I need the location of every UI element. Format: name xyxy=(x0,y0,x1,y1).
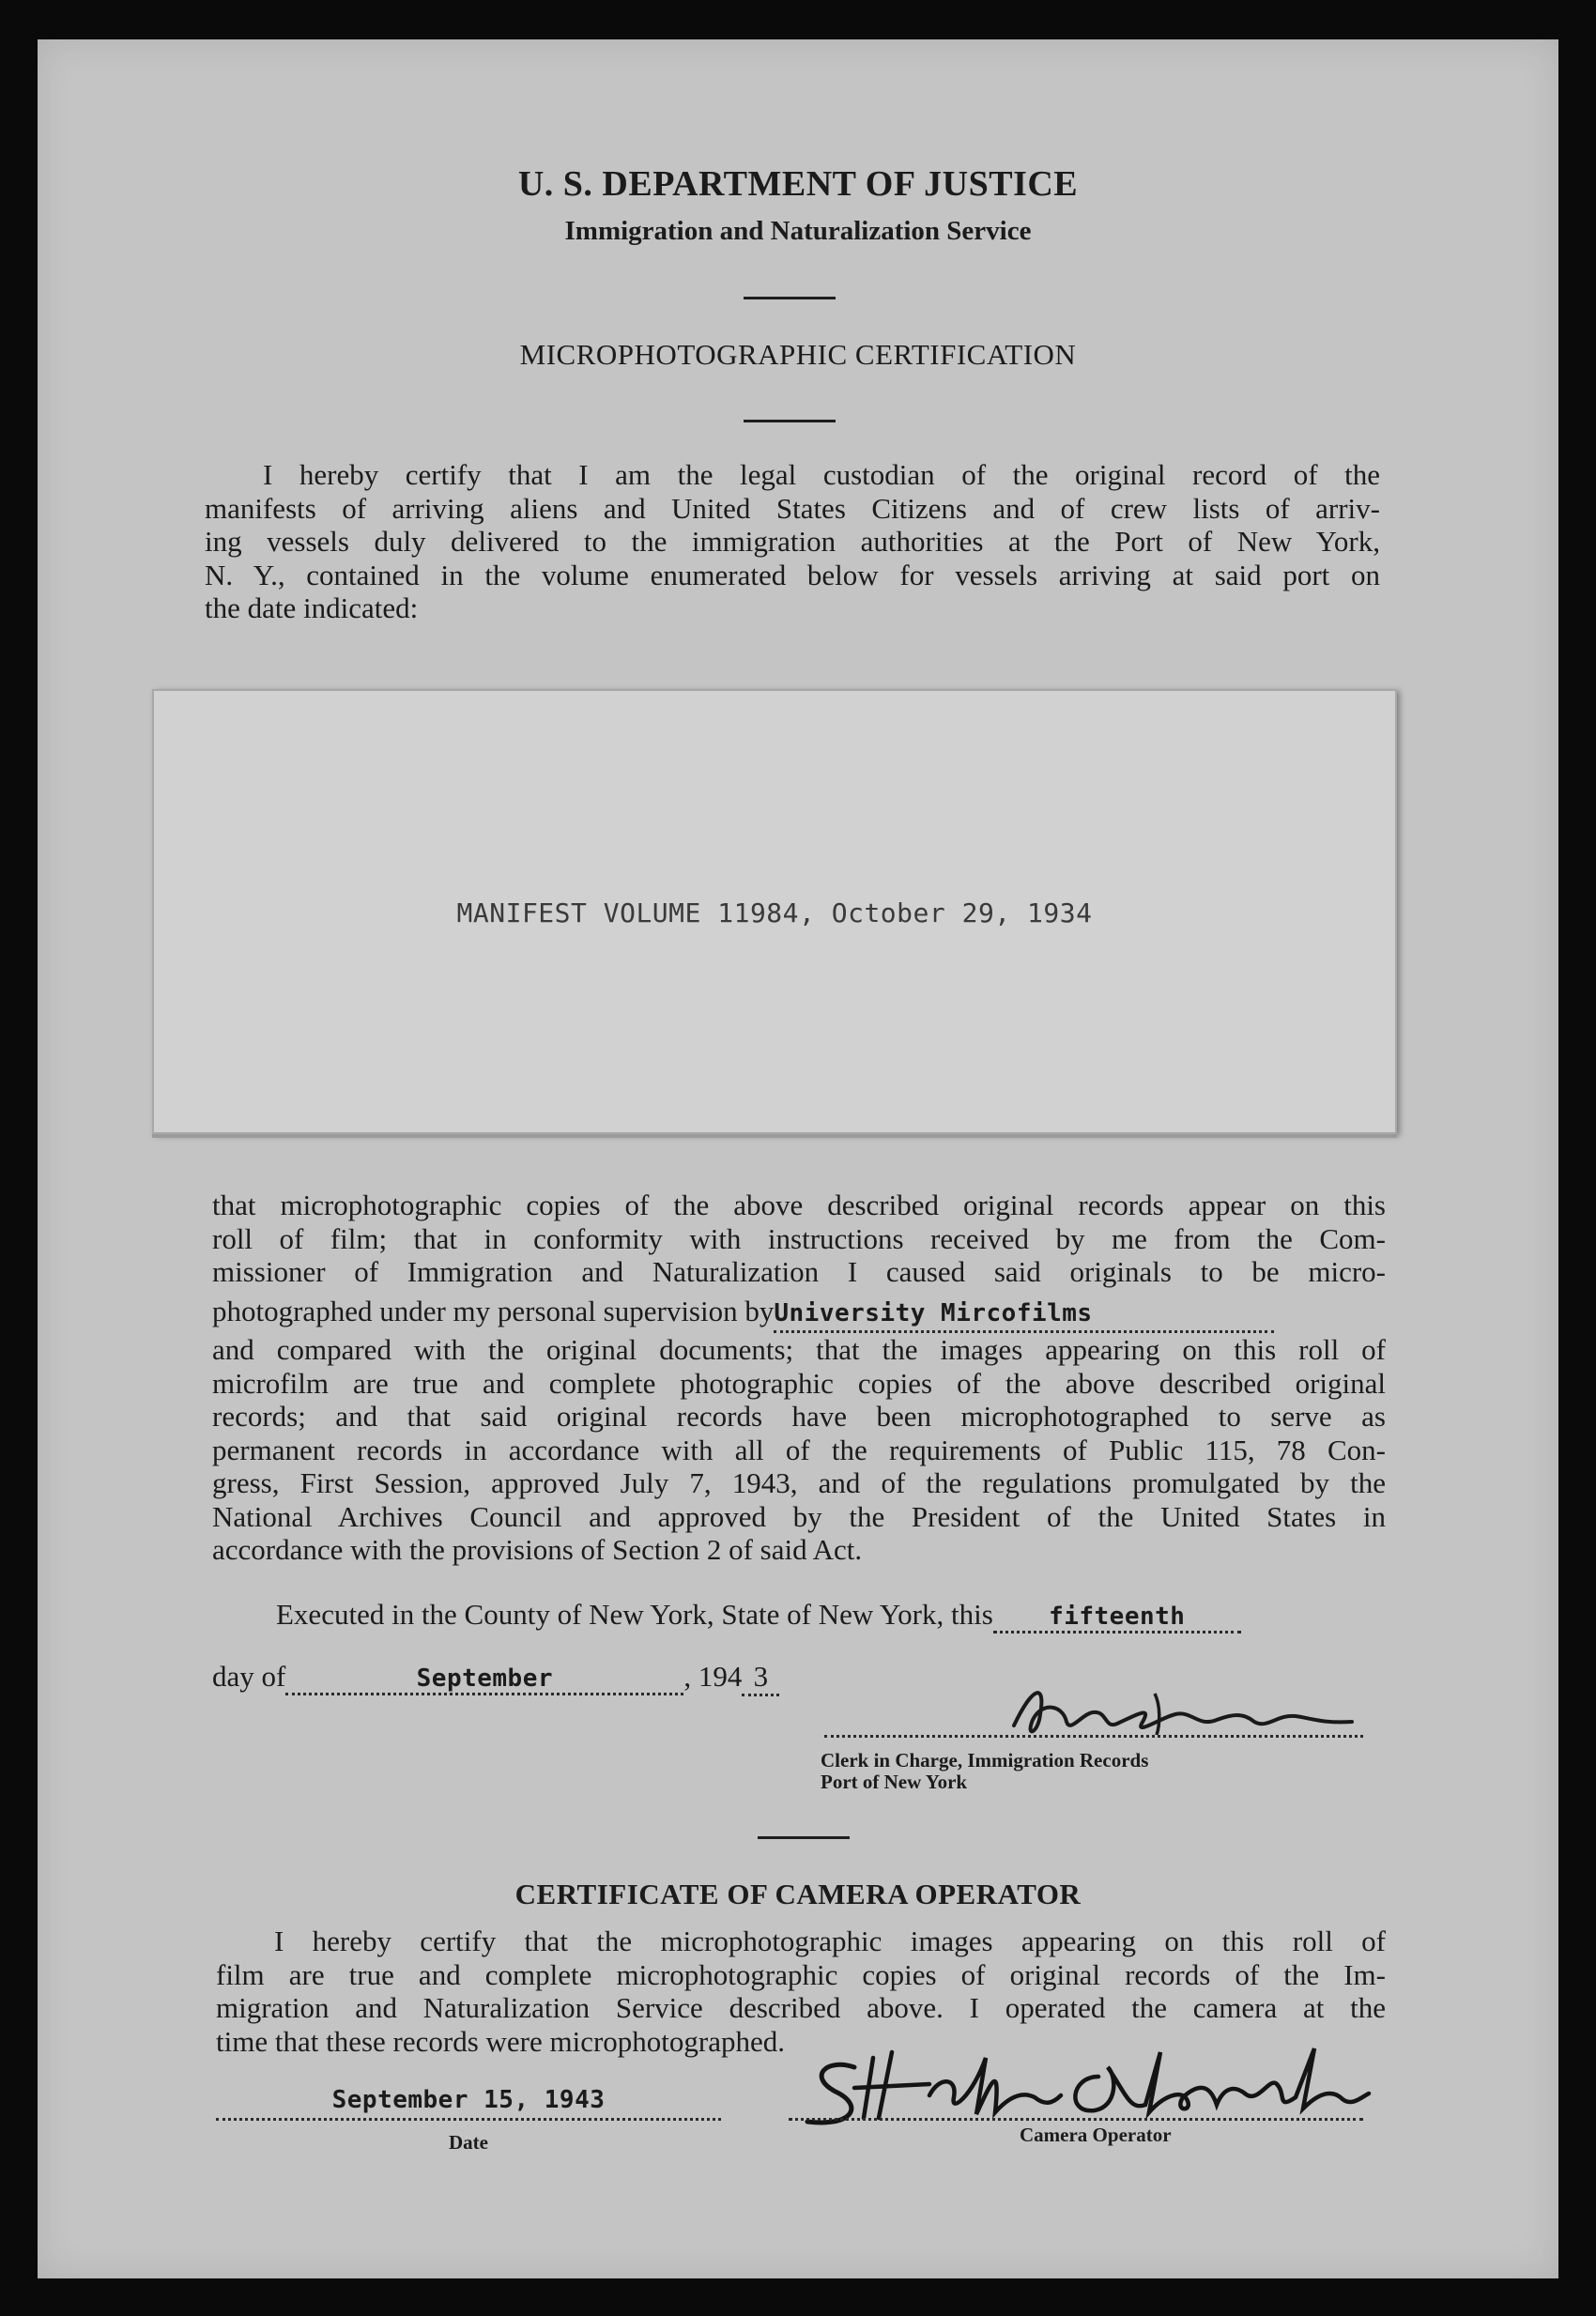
body-line: and compared with the original documents; that the images appearing on this roll of xyxy=(212,1333,1386,1366)
clerk-signature xyxy=(976,1677,1371,1752)
manifest-card xyxy=(152,689,1397,1134)
execution-prefix: Executed in the County of New York, State of New York, this xyxy=(276,1598,993,1631)
supervisor-field: University Mircofilms xyxy=(774,1297,1274,1334)
operator-date-value: September 15, 1943 xyxy=(331,2086,606,2114)
manifest-volume-text: MANIFEST VOLUME 11984, October 29, 1934 xyxy=(456,897,1093,928)
service-subtitle: Immigration and Naturalization Service xyxy=(564,216,1032,246)
intro-line: N. Y., contained in the volume enumerated below for vessels arriving at said port on xyxy=(205,558,1380,591)
body-line: accordance with the provisions of Section 2 of said Act. xyxy=(212,1533,863,1566)
body-line: roll of film; that in conformity with instructions received by me from the Com- xyxy=(212,1221,1386,1255)
intro-line: the date indicated: xyxy=(205,591,419,624)
clerk-title-line: Clerk in Charge, Immigration Records xyxy=(821,1749,1149,1772)
body-paragraph xyxy=(212,1189,1386,1567)
signature-scribble-icon xyxy=(976,1677,1371,1752)
divider xyxy=(744,420,836,422)
operator-heading: CERTIFICATE OF CAMERA OPERATOR xyxy=(514,1878,1082,1910)
clerk-title-line: Port of New York xyxy=(821,1771,968,1793)
operator-line: I hereby certify that the microphotographic images appearing on this roll of xyxy=(274,1925,1386,1957)
body-line: gress, First Session, approved July 7, 1943, and of the regulations promulgated by the xyxy=(212,1466,1386,1499)
body-line: that microphotographic copies of the above described original records appear on this xyxy=(212,1189,1386,1221)
operator-signature-line xyxy=(789,2118,1363,2121)
clerk-signature-line xyxy=(824,1735,1363,1738)
operator-signature-label: Camera Operator xyxy=(1020,2124,1172,2146)
body-line: records; and that said original records have been microphotographed to serve as xyxy=(212,1400,1386,1433)
intro-line: I hereby certify that I am the legal custodian of the original record of the xyxy=(263,458,1380,491)
intro-line: ing vessels duly delivered to the immigration authorities at the Port of New York, xyxy=(205,525,1380,558)
operator-date-line xyxy=(216,2118,721,2121)
certification-title: MICROPHOTOGRAPHIC CERTIFICATION xyxy=(519,338,1077,371)
year-prefix: , 194 xyxy=(683,1660,743,1693)
divider xyxy=(744,297,836,299)
body-line: National Archives Council and approved by the President of the United States in xyxy=(212,1499,1386,1533)
operator-line: time that these records were microphotographed. xyxy=(216,2024,785,2058)
operator-line: film are true and complete microphotographic copies of original records of the Im- xyxy=(216,1957,1386,1991)
day-of-label: day of xyxy=(212,1660,286,1693)
operator-line: migration and Naturalization Service described above. I operated the camera at the xyxy=(216,1991,1386,2024)
year-field: 3 xyxy=(742,1660,779,1696)
day-field: fifteenth xyxy=(993,1603,1241,1633)
department-title: U. S. DEPARTMENT OF JUSTICE xyxy=(517,164,1079,204)
body-line: permanent records in accordance with all of the requirements of Public 115, 78 Con- xyxy=(212,1433,1386,1466)
operator-date-label: Date xyxy=(449,2131,488,2154)
intro-line: manifests of arriving aliens and United States Citizens and of crew lists of arriv- xyxy=(205,491,1380,525)
body-line: microfilm are true and complete photographic copies of the above described original xyxy=(212,1366,1386,1400)
clerk-title xyxy=(821,1750,1290,1793)
intro-paragraph xyxy=(205,458,1380,625)
execution-line xyxy=(276,1598,1393,1633)
operator-paragraph xyxy=(216,1925,1386,2058)
month-field: September xyxy=(285,1664,683,1695)
certificate-page xyxy=(38,39,1558,2278)
supervision-prefix: photographed under my personal supervision by xyxy=(212,1294,775,1327)
divider xyxy=(758,1836,850,1839)
body-line-supervision xyxy=(212,1295,1386,1334)
body-line: missioner of Immigration and Naturalization I caused said originals to be micro- xyxy=(212,1255,1386,1288)
date-line xyxy=(212,1660,926,1696)
